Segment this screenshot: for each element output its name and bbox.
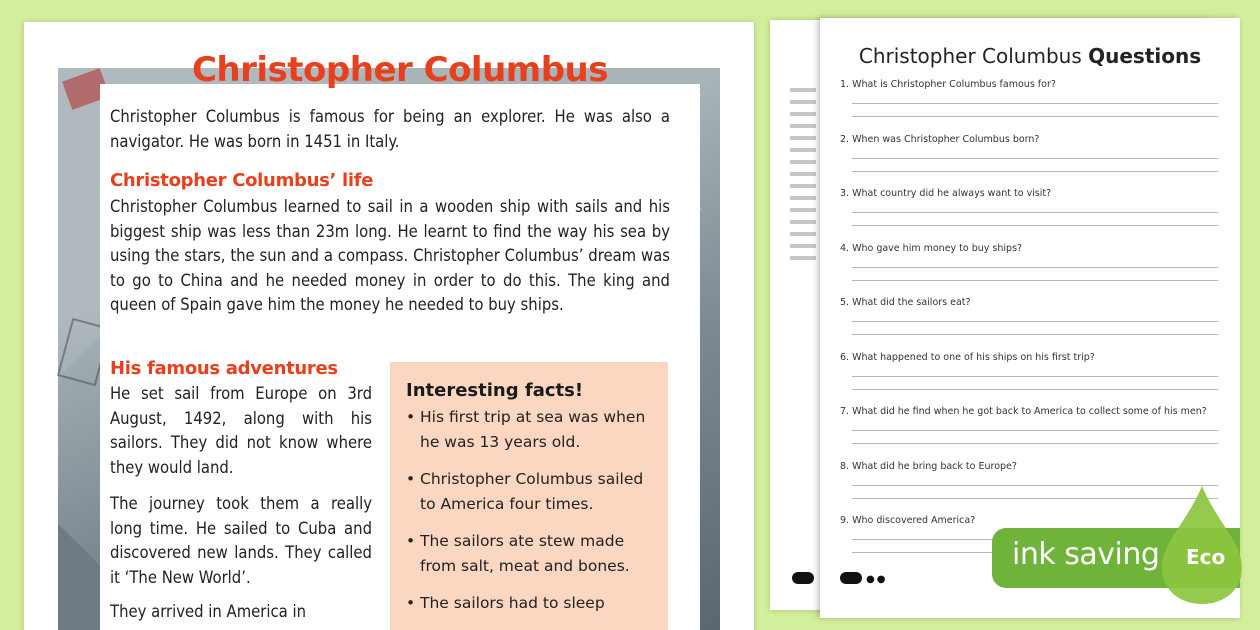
answer-line xyxy=(852,430,1218,431)
life-paragraph: Christopher Columbus learned to sail in a wooden ship with sails and his biggest ship was less than 23m long. He learnt to find the way his sea by using the stars, the sun and a compass. Christopher Columbus’ dream was to go to China and he needed money in order to do this. The king and queen of Spain gave him the money he needed to buy ships. xyxy=(110,197,670,314)
answer-line xyxy=(852,116,1218,117)
fact-item: • Christopher Columbus sailed to America four times. xyxy=(406,467,652,517)
adventure-paragraph-1: He set sail from Europe on 3rd August, 1492, along with his sailors. They did not know where they would land. xyxy=(110,384,372,477)
question-text: 8. What did he bring back to Europe? xyxy=(840,460,1017,472)
twinkl-logo-icon xyxy=(840,572,862,584)
answer-line xyxy=(852,158,1218,159)
answer-line xyxy=(852,212,1218,213)
answer-line xyxy=(852,280,1218,281)
eco-label: Eco xyxy=(1186,545,1226,569)
question-text: 1. What is Christopher Columbus famous for? xyxy=(840,79,1056,90)
question-text: 2. When was Christopher Columbus born? xyxy=(840,133,1040,145)
question-item xyxy=(840,187,1218,242)
question-item xyxy=(840,405,1218,460)
question-item xyxy=(840,242,1218,297)
answer-line xyxy=(852,334,1218,335)
intro-paragraph: Christopher Columbus is famous for being an explorer. He was also a navigator. He was born in 1451 in Italy. xyxy=(110,107,670,151)
answer-line xyxy=(852,103,1218,104)
page-dots: ●● xyxy=(866,574,888,585)
answer-line xyxy=(852,389,1218,390)
question-item xyxy=(840,133,1218,188)
adventures-heading: His famous adventures xyxy=(110,358,338,379)
answer-line xyxy=(852,376,1218,377)
answer-line xyxy=(852,225,1218,226)
question-text: 7. What did he find when he got back to America to collect some of his men? xyxy=(840,406,1207,417)
question-text: 4. Who gave him money to buy ships? xyxy=(840,242,1023,254)
fact-item: • The sailors had to sleep xyxy=(406,591,652,616)
answer-line xyxy=(852,171,1218,172)
questions-title: Christopher Columbus Questions xyxy=(858,44,1202,68)
answer-line xyxy=(852,267,1218,268)
facts-list xyxy=(406,405,652,616)
page-title: Christopher Columbus xyxy=(191,50,608,90)
adventure-paragraph-3: They arrived in America in xyxy=(110,602,307,621)
question-item xyxy=(840,351,1218,406)
back-page-question-stubs xyxy=(790,88,816,268)
fact-item: • The sailors ate stew made from salt, meat and bones. xyxy=(406,529,652,579)
facts-box xyxy=(390,362,668,630)
answer-line xyxy=(852,321,1218,322)
question-item xyxy=(840,78,1218,133)
ink-saving-label: ink saving xyxy=(1012,537,1160,572)
adventure-paragraph-2: The journey took them a really long time. He sailed to Cuba and discovered new lands. They called it ‘The New World’. xyxy=(110,494,372,587)
question-text: 5. What did the sailors eat? xyxy=(840,297,971,308)
question-text: 9. Who discovered America? xyxy=(840,515,976,526)
life-heading: Christopher Columbus’ life xyxy=(110,170,374,191)
question-text: 6. What happened to one of his ships on his first trip? xyxy=(840,351,1095,363)
facts-title: Interesting facts! xyxy=(406,380,584,401)
twinkl-logo-icon xyxy=(792,572,814,584)
answer-line xyxy=(852,443,1218,444)
fact-item: • His first trip at sea was when he was 13 years old. xyxy=(406,405,652,455)
question-item xyxy=(840,296,1218,351)
question-text: 3. What country did he always want to visit? xyxy=(840,188,1052,199)
